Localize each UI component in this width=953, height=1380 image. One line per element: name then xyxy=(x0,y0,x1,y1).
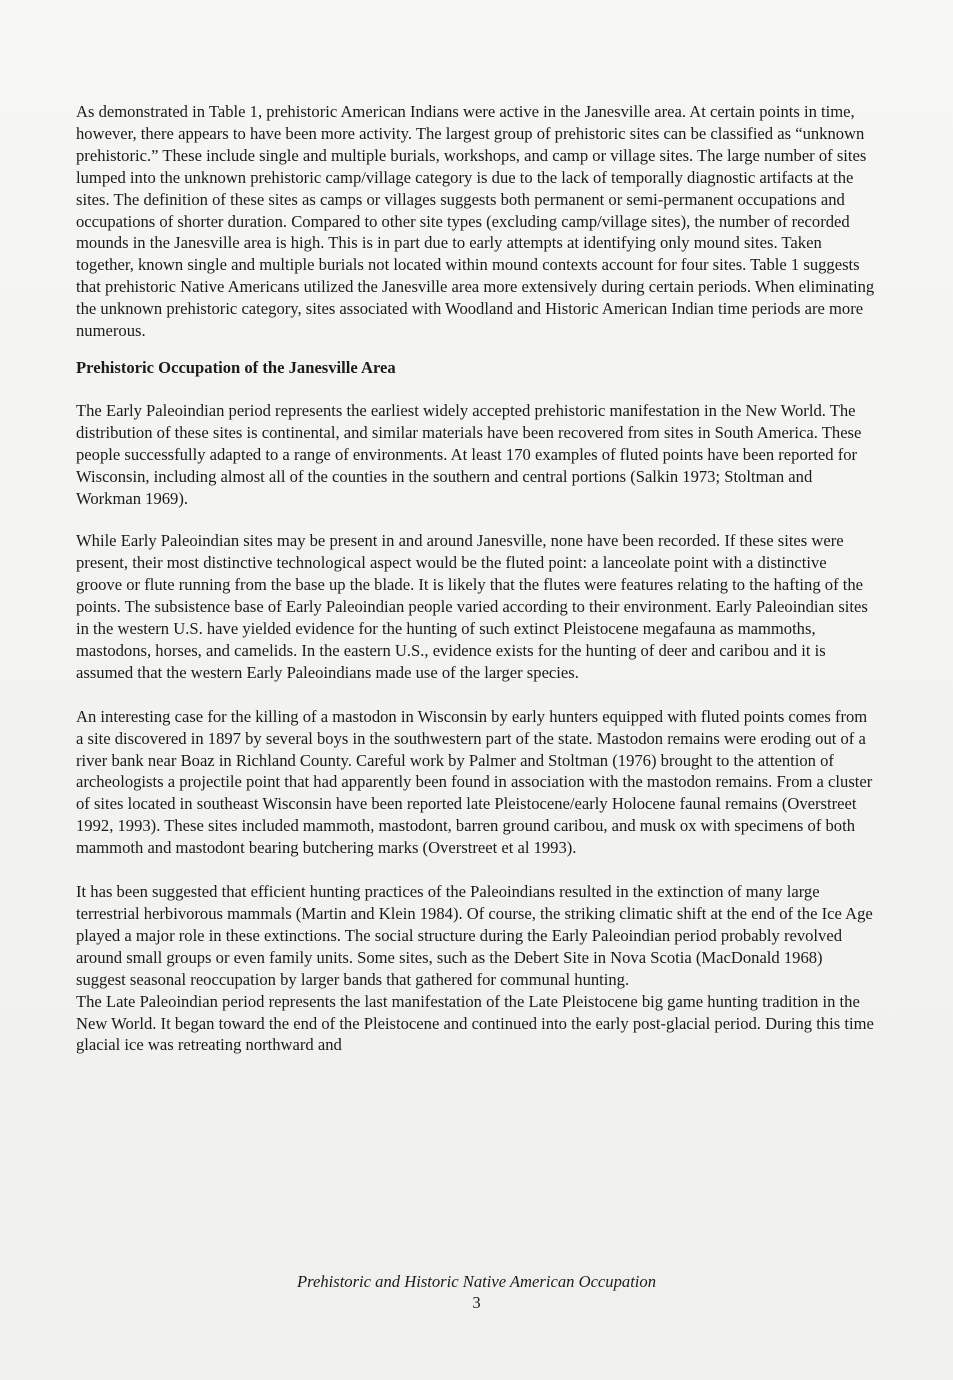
section-heading: Prehistoric Occupation of the Janesville Area xyxy=(76,357,396,377)
paragraph-late-paleoindian: The Late Paleoindian period represents the last manifestation of the Late Pleistocene big game hunting tradition in the New World. It began toward the end of the Pleistocene and continued into the early post-glacial period. During this time glacial ice was retreating northward and xyxy=(76,991,874,1055)
page-body xyxy=(76,101,876,1056)
footer-title: Prehistoric and Historic Native American Occupation xyxy=(296,1272,657,1291)
paragraph-table1-summary: As demonstrated in Table 1, prehistoric American Indians were active in the Janesville area. At certain points in time, however, there appears to have been more activity. The largest group of prehistoric sites can be classified as “unknown prehistoric.” These include single and multiple burials, workshops, and camp or village sites. The large number of sites lumped into the unknown prehistoric camp/village category is due to the lack of temporally diagnostic artifacts at the sites. The definition of these sites as camps or villages suggests both permanent or semi-permanent occupations and occupations of shorter duration. Compared to other site types (excluding camp/village sites), the number of recorded mounds in the Janesville area is high. This is in part due to early attempts at identifying only mound sites. Taken together, known single and multiple burials not located within mound contexts account for four sites. Table 1 suggests that prehistoric Native Americans utilized the Janesville area more extensively during certain periods. When eliminating the unknown prehistoric category, sites associated with Woodland and Historic American Indian time periods are more numerous. xyxy=(76,102,875,341)
paragraph-hunting-extinction: It has been suggested that efficient hunting practices of the Paleoindians resulted in the extinction of many large terrestrial herbivorous mammals (Martin and Klein 1984). Of course, the striking climatic shift at the end of the Ice Age played a major role in these extinctions. The social structure during the Early Paleoindian period probably revolved around small groups or even family units. Some sites, such as the Debert Site in Nova Scotia (MacDonald 1968) suggest seasonal reoccupation by larger bands that gathered for communal hunting. xyxy=(76,882,873,989)
paragraph-mastodon-case: An interesting case for the killing of a mastodon in Wisconsin by early hunters equipped with fluted points comes from a site discovered in 1897 by several boys in the southwestern part of the state. Mastodon remains were eroding out of a river bank near Boaz in Richland County. Careful work by Palmer and Stoltman (1976) brought to the attention of archeologists a projectile point that had apparently been found in association with the mastodon remains. From a cluster of sites located in southeast Wisconsin have been reported late Pleistocene/early Holocene faunal remains (Overstreet 1992, 1993). These sites included mammoth, mastodont, barren ground caribou, and musk ox with specimens of both mammoth and mastodont bearing butchering marks (Overstreet et al 1993). xyxy=(76,706,873,858)
page-number: 3 xyxy=(472,1293,481,1312)
paragraph-janesville-sites: While Early Paleoindian sites may be present in and around Janesville, none have been recorded. If these sites were present, their most distinctive technological aspect would be the fluted point: a lanceolate point with a distinctive groove or flute running from the base up the blade. It is likely that the flutes were features relating to the hafting of the points. The subsistence base of Early Paleoindian people varied according to their environment. Early Paleoindian sites in the western U.S. have yielded evidence for the hunting of such extinct Pleistocene megafauna as mammoths, mastodons, horses, and camelids. In the eastern U.S., evidence exists for the hunting of deer and caribou and it is assumed that the western Early Paleoindians made use of the larger species. xyxy=(76,531,868,682)
paragraph-early-paleoindian: The Early Paleoindian period represents the earliest widely accepted prehistoric manifestation in the New World. The distribution of these sites is continental, and similar materials have been recovered from sites in South America. These people successfully adapted to a range of environments. At least 170 examples of fluted points have been reported for Wisconsin, including almost all of the counties in the southern and central portions (Salkin 1973; Stoltman and Workman 1969). xyxy=(76,400,862,508)
